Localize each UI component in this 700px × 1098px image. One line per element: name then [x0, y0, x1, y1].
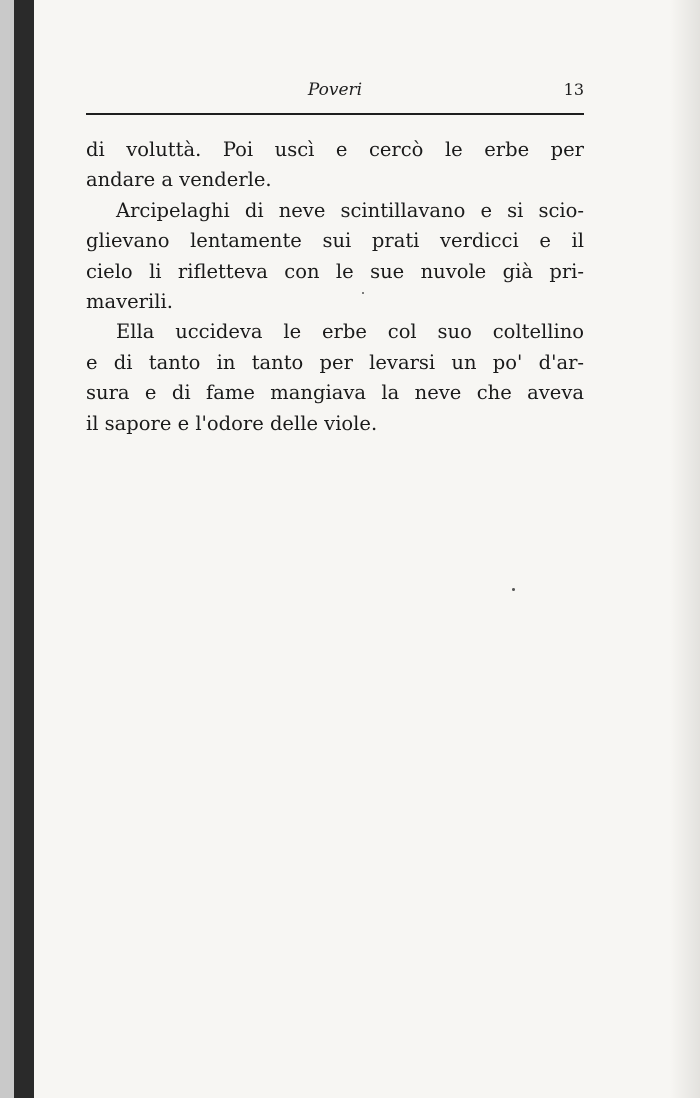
text-line: il sapore e l'odore delle viole.: [86, 411, 378, 435]
paper-speck: [512, 588, 515, 591]
paragraph-3: [86, 317, 584, 439]
text-line: maverili.: [86, 290, 173, 314]
running-header: [86, 80, 584, 110]
text-line: Arcipelaghi di neve scintillavano e si scio-: [116, 198, 584, 222]
text-line: andare a venderle.: [86, 168, 272, 192]
page-number: 13: [563, 80, 584, 99]
binding-edge: [14, 0, 34, 1098]
text-line: di voluttà. Poi uscì e cercò le erbe per: [86, 138, 584, 161]
header-rule: [86, 113, 584, 115]
text-line: Ella uccideva le erbe col suo coltellino: [116, 320, 584, 344]
paper-speck: [362, 292, 364, 294]
body-text: [86, 135, 584, 439]
text-line: e di tanto in tanto per levarsi un po' d'ar-: [86, 350, 584, 374]
text-line: sura e di fame mangiava la neve che aveva: [86, 381, 584, 405]
binding-shadow: [0, 0, 14, 1098]
text-line: glievano lentamente sui prati verdicci e il: [86, 229, 584, 253]
running-title: Poveri: [307, 80, 363, 100]
paragraph-1: [86, 135, 584, 196]
page-edge-shade: [670, 0, 700, 1098]
text-line: cielo li rifletteva con le sue nuvole già pri-: [86, 259, 584, 283]
paragraph-2: [86, 196, 584, 318]
